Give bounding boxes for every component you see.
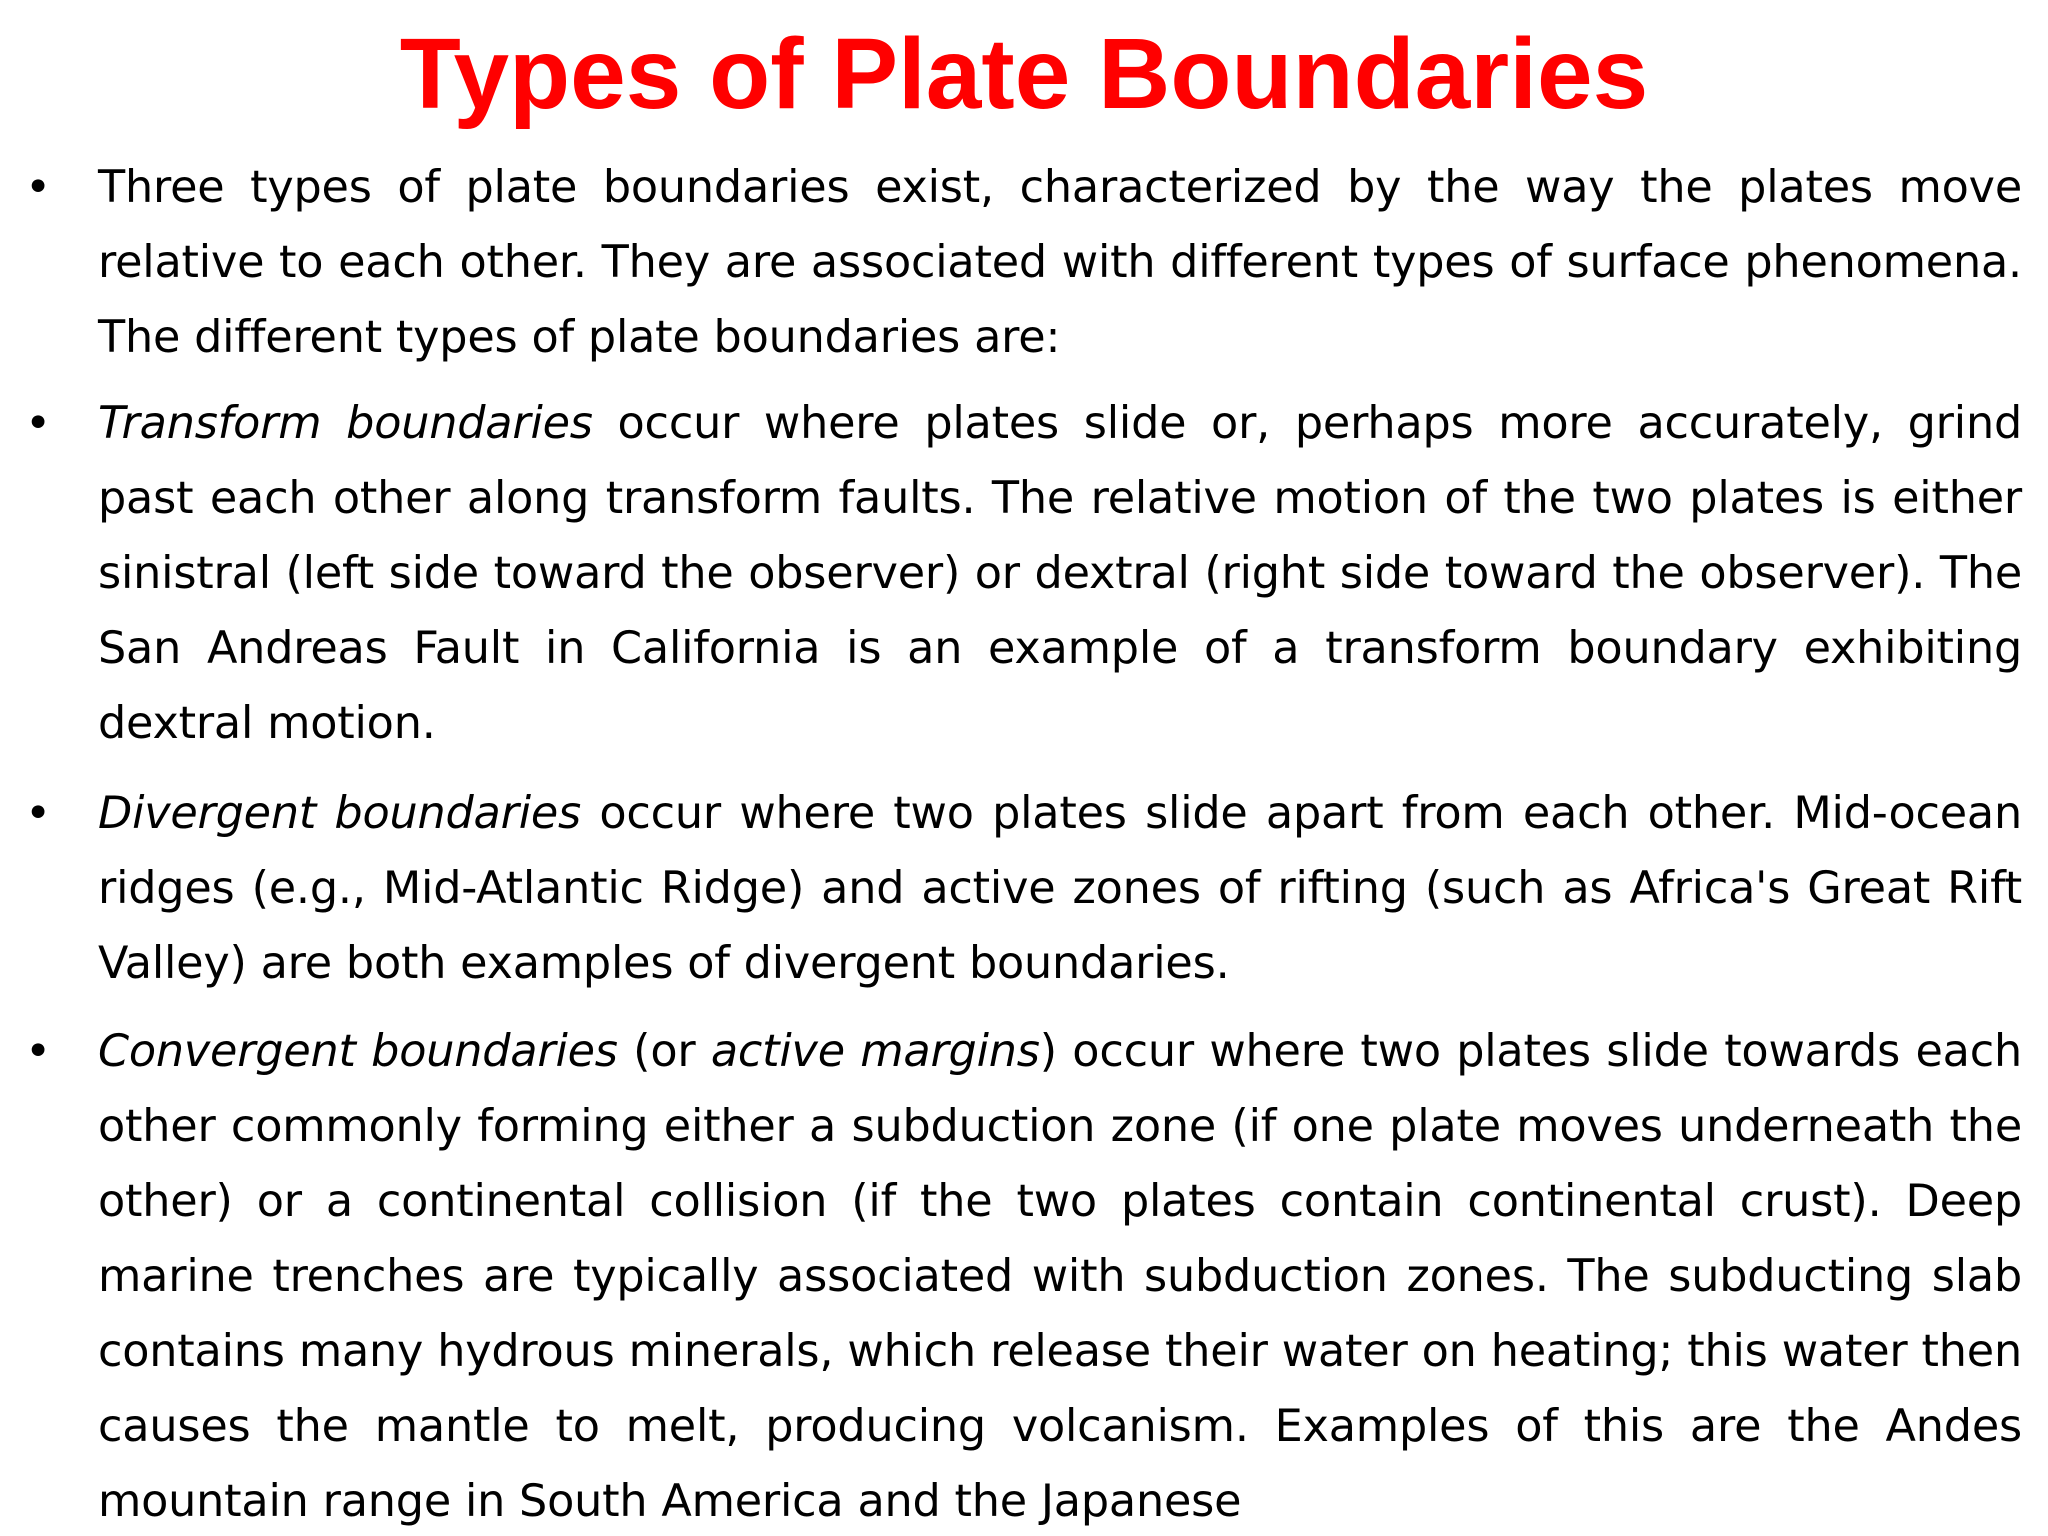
slide-title: Types of Plate Boundaries (399, 18, 1649, 130)
bullet-text: Three types of plate boundaries exist, characterized by the way the plates move relative to each other. They are associated with different types of surface phenomena. The different types of plate boundaries are: (98, 162, 2022, 363)
bullet-marker: • (25, 162, 51, 213)
bullet-marker: • (25, 398, 51, 449)
term-transform-boundaries: Transform boundaries (98, 398, 593, 449)
bullet-text: occur where plates slide or, perhaps more accurately, grind past each other along transform faults. The relative motion of the two plates is either sinistral (left side toward the observer) or dextral (right side toward the observer). The San Andreas Fault in California is an example of a transform boundary exhibiting dextral motion. (98, 398, 2022, 749)
bullet-intro (25, 150, 2022, 375)
bullet-convergent (25, 1014, 2022, 1536)
bullet-text-prefix: (or (617, 1026, 711, 1077)
bullet-marker: • (25, 788, 51, 839)
bullet-transform (25, 386, 2022, 761)
bullet-text: occur where two plates slide apart from each other. Mid-ocean ridges (e.g., Mid-Atlantic Ridge) and active zones of rifting (such as Africa's Great Rift Valley) are both examples of divergent boundaries. (98, 788, 2022, 989)
bullet-text: ) occur where two plates slide towards each other commonly forming either a subduction zone (if one plate moves underneath the other) or a continental collision (if the two plates contain continental crust). Deep marine trenches are typically associated with subduction zones. The subducting slab contains many hydrous minerals, which release their water on heating; this water then causes the mantle to melt, producing volcanism. Examples of this are the Andes mountain range in South America and the Japanese (98, 1026, 2022, 1527)
term-divergent-boundaries: Divergent boundaries (98, 788, 582, 839)
bullet-divergent (25, 776, 2022, 1001)
term-active-margins: active margins (710, 1026, 1040, 1077)
term-convergent-boundaries: Convergent boundaries (98, 1026, 618, 1077)
bullet-marker: • (25, 1026, 51, 1077)
